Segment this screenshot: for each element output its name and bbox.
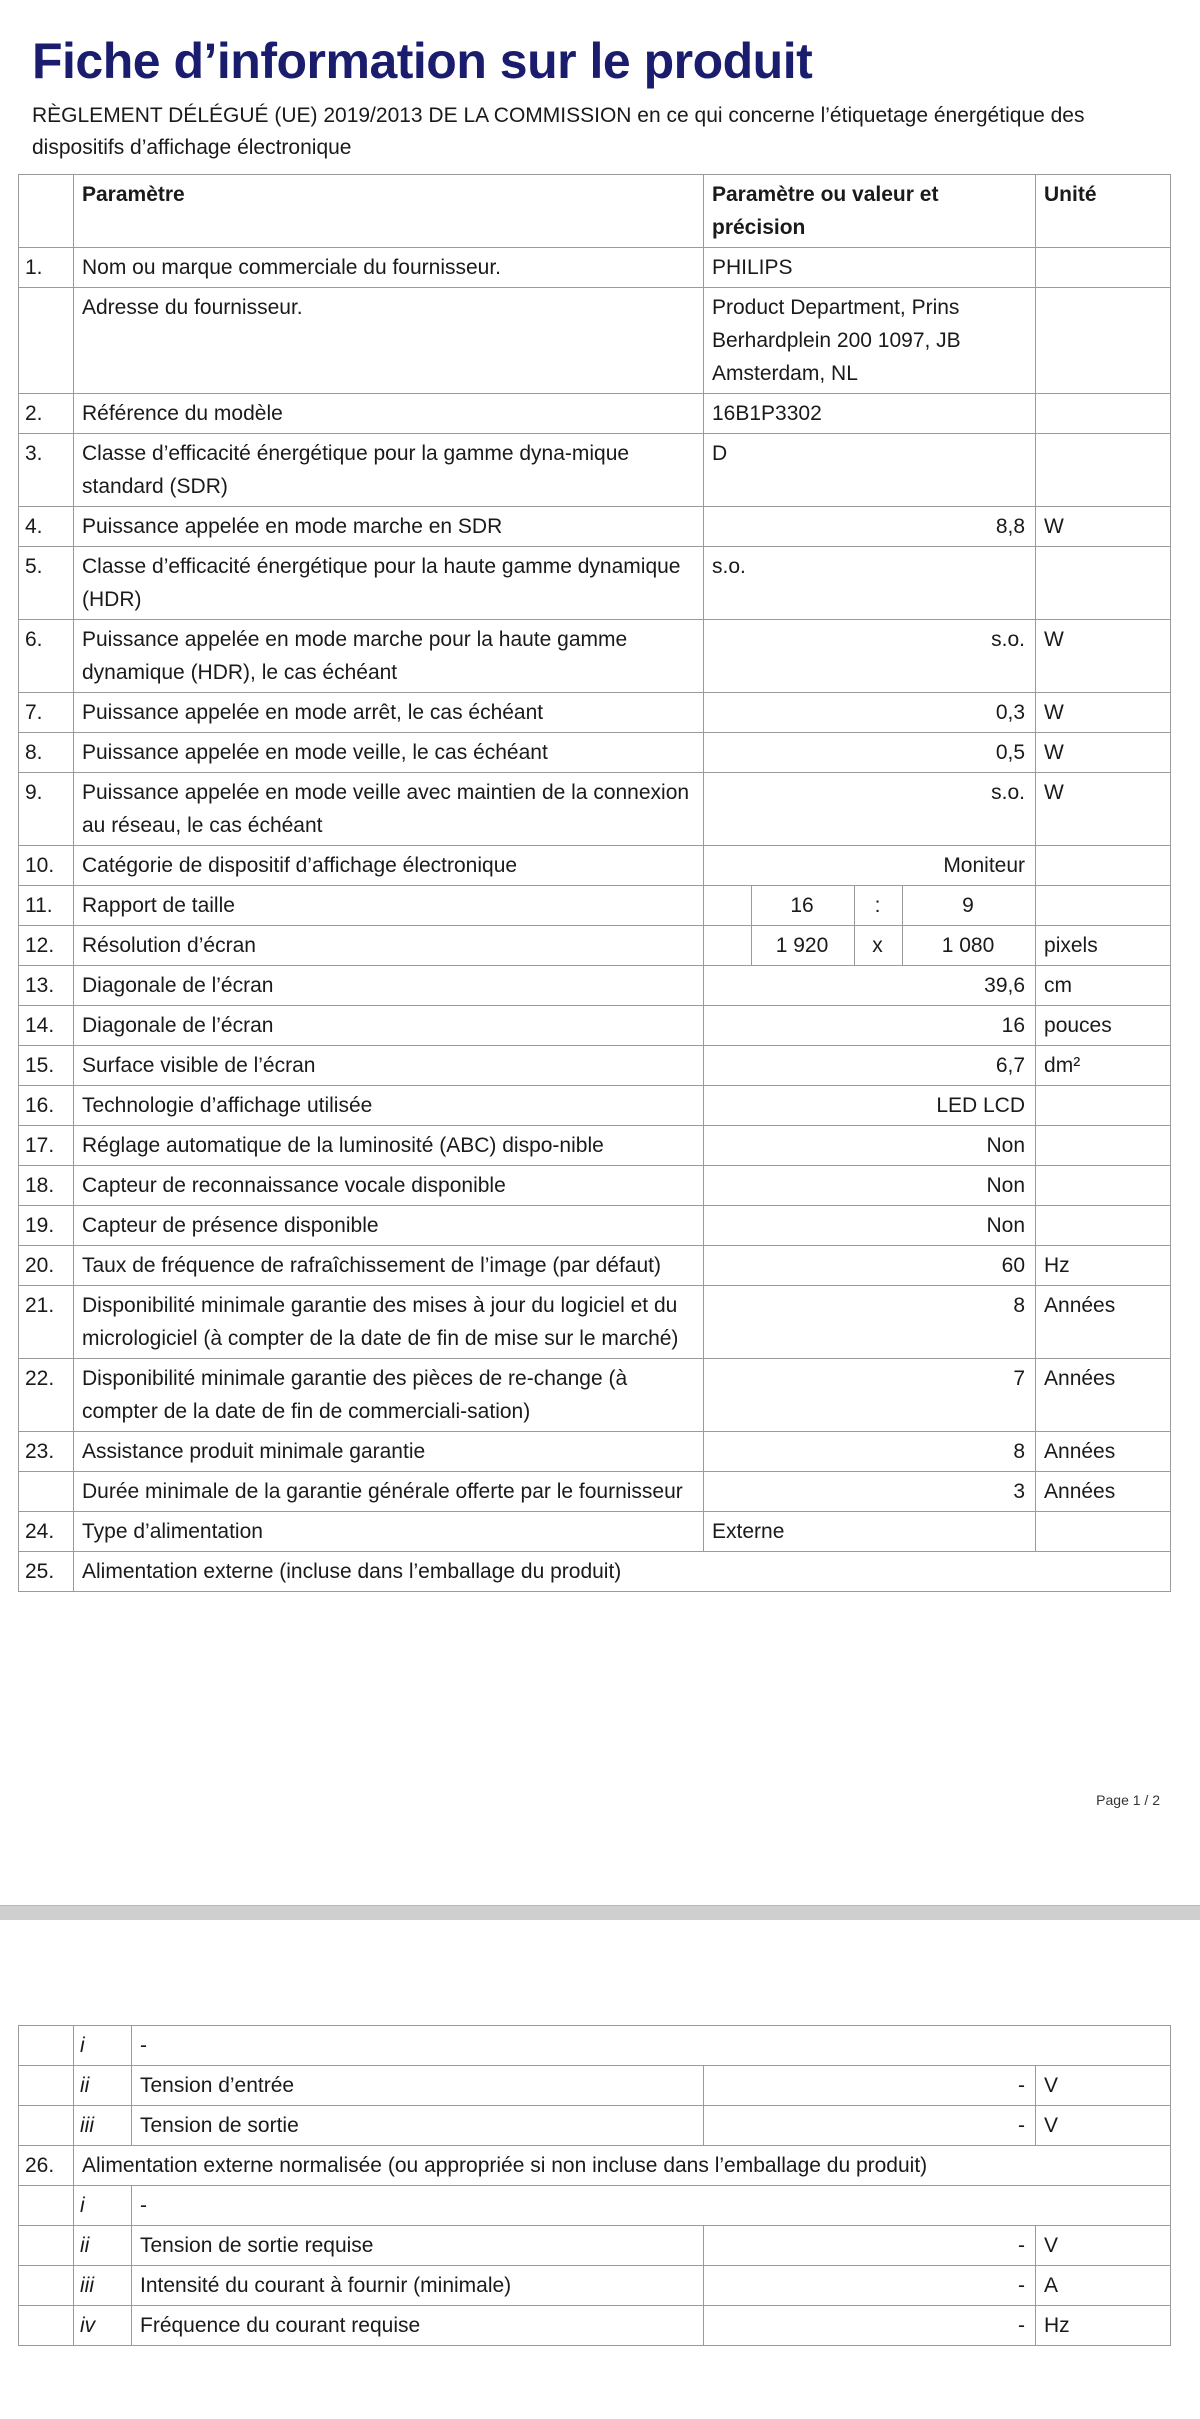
table-row [19, 693, 1171, 733]
table-row [19, 2066, 1171, 2106]
row-number: 21. [19, 1286, 74, 1359]
sub-value: - [704, 2226, 1036, 2266]
sub-number: i [74, 2026, 132, 2066]
table-row [19, 2026, 1171, 2066]
row-number: 5. [19, 547, 74, 620]
row-number: 18. [19, 1166, 74, 1206]
indent-cell [19, 2266, 74, 2306]
table-row [19, 2146, 1171, 2186]
table-row [19, 1552, 1171, 1592]
row-label: Adresse du fournisseur. [74, 288, 704, 394]
row-value: PHILIPS [704, 248, 1036, 288]
sub-label: Tension d’entrée [132, 2066, 704, 2106]
row-number: 11. [19, 886, 74, 926]
row-label: Diagonale de l’écran [74, 966, 704, 1006]
row-label: Rapport de taille [74, 886, 704, 926]
row-label: Capteur de reconnaissance vocale disponible [74, 1166, 704, 1206]
row-value: 16 [704, 1006, 1036, 1046]
table-row [19, 547, 1171, 620]
table-row [19, 2226, 1171, 2266]
row-number: 20. [19, 1246, 74, 1286]
row-value: 39,6 [704, 966, 1036, 1006]
row-unit: pouces [1036, 1006, 1171, 1046]
sub-unit: V [1036, 2066, 1171, 2106]
row-value: 8,8 [704, 507, 1036, 547]
row-number: 9. [19, 773, 74, 846]
row-number: 25. [19, 1552, 74, 1592]
table-row [19, 1246, 1171, 1286]
row-label: Résolution d’écran [74, 926, 704, 966]
sub-label: - [132, 2186, 1171, 2226]
table-row [19, 1206, 1171, 1246]
header-value: Paramètre ou valeur et précision [704, 175, 1036, 248]
table-row [19, 1472, 1171, 1512]
sub-label: Tension de sortie requise [132, 2226, 704, 2266]
row-unit: pixels [1036, 926, 1171, 966]
row-label: Puissance appelée en mode marche pour la haute gamme dynamique (HDR), le cas échéant [74, 620, 704, 693]
row-unit: W [1036, 733, 1171, 773]
row-number: 24. [19, 1512, 74, 1552]
row-value: 16B1P3302 [704, 394, 1036, 434]
row-unit: W [1036, 620, 1171, 693]
table-row [19, 2186, 1171, 2226]
sub-unit: A [1036, 2266, 1171, 2306]
row-number: 8. [19, 733, 74, 773]
row-label: Classe d’efficacité énergétique pour la gamme dyna-mique standard (SDR) [74, 434, 704, 507]
row-unit [1036, 886, 1171, 926]
page-title: Fiche d’information sur le produit [32, 33, 813, 89]
row-label: Assistance produit minimale garantie [74, 1432, 704, 1472]
page-2 [18, 2025, 1170, 2395]
page-separator [0, 1905, 1200, 1920]
row-value: 7 [704, 1359, 1036, 1432]
table-row [19, 1359, 1171, 1432]
table-row [19, 1166, 1171, 1206]
row-label: Technologie d’affichage utilisée [74, 1086, 704, 1126]
product-info-table [18, 174, 1171, 1592]
table-row [19, 1126, 1171, 1166]
row-unit [1036, 846, 1171, 886]
sub-label: Fréquence du courant requise [132, 2306, 704, 2346]
table-header-row [19, 175, 1171, 248]
table-row [19, 2266, 1171, 2306]
row-value: s.o. [704, 547, 1036, 620]
row-number: 3. [19, 434, 74, 507]
indent-cell [19, 2306, 74, 2346]
table-row [19, 620, 1171, 693]
table-row [19, 926, 1171, 966]
row-label: Référence du modèle [74, 394, 704, 434]
sub-value: - [704, 2306, 1036, 2346]
row-number [19, 1472, 74, 1512]
row-number: 16. [19, 1086, 74, 1126]
row-value: Moniteur [704, 846, 1036, 886]
row-value: s.o. [704, 773, 1036, 846]
row-number: 13. [19, 966, 74, 1006]
row-value: Non [704, 1166, 1036, 1206]
indent-cell [19, 2066, 74, 2106]
row-number: 14. [19, 1006, 74, 1046]
row-unit [1036, 434, 1171, 507]
row-unit: W [1036, 773, 1171, 846]
row-label: Durée minimale de la garantie générale offerte par le fournisseur [74, 1472, 704, 1512]
row-unit: Années [1036, 1359, 1171, 1432]
value-part-b: 1 080 [903, 926, 1036, 966]
row-value: Product Department, Prins Berhardplein 200 1097, JB Amsterdam, NL [704, 288, 1036, 394]
row-number: 12. [19, 926, 74, 966]
row-label: Diagonale de l’écran [74, 1006, 704, 1046]
row-label: Alimentation externe (incluse dans l’emballage du produit) [74, 1552, 1171, 1592]
sub-value: - [704, 2266, 1036, 2306]
table-row [19, 1046, 1171, 1086]
row-number: 15. [19, 1046, 74, 1086]
sub-number: iii [74, 2266, 132, 2306]
row-unit [1036, 1512, 1171, 1552]
value-separator: : [855, 886, 903, 926]
row-label: Catégorie de dispositif d’affichage électronique [74, 846, 704, 886]
sub-unit: V [1036, 2106, 1171, 2146]
value-part-a: 16 [752, 886, 855, 926]
row-value: Non [704, 1126, 1036, 1166]
row-number: 1. [19, 248, 74, 288]
row-label: Nom ou marque commerciale du fournisseur. [74, 248, 704, 288]
sub-number: i [74, 2186, 132, 2226]
indent-cell [19, 2226, 74, 2266]
table-row [19, 1006, 1171, 1046]
row-unit [1036, 1086, 1171, 1126]
sub-label: Tension de sortie [132, 2106, 704, 2146]
header-num-cell [19, 175, 74, 248]
row-unit [1036, 1126, 1171, 1166]
row-value: 60 [704, 1246, 1036, 1286]
row-unit [1036, 394, 1171, 434]
value-part-b: 9 [903, 886, 1036, 926]
row-value: 6,7 [704, 1046, 1036, 1086]
row-label: Type d’alimentation [74, 1512, 704, 1552]
row-unit: Années [1036, 1286, 1171, 1359]
row-unit: Années [1036, 1432, 1171, 1472]
row-value: 0,3 [704, 693, 1036, 733]
table-row [19, 507, 1171, 547]
row-unit [1036, 1206, 1171, 1246]
row-label: Réglage automatique de la luminosité (ABC) dispo-nible [74, 1126, 704, 1166]
row-unit: W [1036, 507, 1171, 547]
table-row [19, 248, 1171, 288]
row-number: 6. [19, 620, 74, 693]
row-unit: W [1036, 693, 1171, 733]
sub-unit: V [1036, 2226, 1171, 2266]
sub-label: - [132, 2026, 1171, 2066]
row-number: 19. [19, 1206, 74, 1246]
table-body [19, 248, 1171, 1592]
row-label: Puissance appelée en mode marche en SDR [74, 507, 704, 547]
row-label: Puissance appelée en mode veille, le cas échéant [74, 733, 704, 773]
sub-number: ii [74, 2226, 132, 2266]
table-row [19, 966, 1171, 1006]
row-label: Alimentation externe normalisée (ou appropriée si non incluse dans l’emballage du produit) [74, 2146, 1171, 2186]
value-separator: x [855, 926, 903, 966]
row-number: 7. [19, 693, 74, 733]
row-value: Externe [704, 1512, 1036, 1552]
sub-label: Intensité du courant à fournir (minimale) [132, 2266, 704, 2306]
row-label: Puissance appelée en mode veille avec maintien de la connexion au réseau, le cas échéant [74, 773, 704, 846]
row-value: 3 [704, 1472, 1036, 1512]
row-unit: Années [1036, 1472, 1171, 1512]
row-label: Surface visible de l’écran [74, 1046, 704, 1086]
row-unit: dm² [1036, 1046, 1171, 1086]
table-row [19, 2306, 1171, 2346]
row-value: Non [704, 1206, 1036, 1246]
row-value: D [704, 434, 1036, 507]
indent-cell [19, 2186, 74, 2226]
row-value: LED LCD [704, 1086, 1036, 1126]
sub-value: - [704, 2106, 1036, 2146]
row-label: Puissance appelée en mode arrêt, le cas échéant [74, 693, 704, 733]
row-unit [1036, 547, 1171, 620]
indent-cell [19, 2026, 74, 2066]
table-row [19, 2106, 1171, 2146]
row-number: 23. [19, 1432, 74, 1472]
page-number: Page 1 / 2 [1096, 1792, 1160, 1808]
row-number: 2. [19, 394, 74, 434]
row-number [19, 288, 74, 394]
row-unit [1036, 288, 1171, 394]
power-supply-table [18, 2025, 1171, 2346]
sub-number: ii [74, 2066, 132, 2106]
row-label: Classe d’efficacité énergétique pour la haute gamme dynamique (HDR) [74, 547, 704, 620]
row-label: Disponibilité minimale garantie des mises à jour du logiciel et du micrologiciel (à compter de la date de fin de mise sur le marché) [74, 1286, 704, 1359]
sub-number: iv [74, 2306, 132, 2346]
row-number: 22. [19, 1359, 74, 1432]
indent-cell [19, 2106, 74, 2146]
row-value: 8 [704, 1432, 1036, 1472]
value-spacer [704, 926, 752, 966]
table-row [19, 773, 1171, 846]
table-row [19, 1512, 1171, 1552]
regulation-subtitle: RÈGLEMENT DÉLÉGUÉ (UE) 2019/2013 DE LA COMMISSION en ce qui concerne l’étiquetage énergétique des dispositifs d’affichage électronique [32, 104, 1085, 159]
sub-value: - [704, 2066, 1036, 2106]
row-number: 4. [19, 507, 74, 547]
table-row [19, 288, 1171, 394]
table-row [19, 1086, 1171, 1126]
row-unit: Hz [1036, 1246, 1171, 1286]
row-value: 0,5 [704, 733, 1036, 773]
row-label: Capteur de présence disponible [74, 1206, 704, 1246]
table-row [19, 1432, 1171, 1472]
value-part-a: 1 920 [752, 926, 855, 966]
table-row [19, 1286, 1171, 1359]
row-label: Disponibilité minimale garantie des pièces de re-change (à compter de la date de fin de commerciali-sation) [74, 1359, 704, 1432]
power-supply-body [19, 2026, 1171, 2346]
table-row [19, 733, 1171, 773]
row-value: 8 [704, 1286, 1036, 1359]
row-number: 26. [19, 2146, 74, 2186]
value-spacer [704, 886, 752, 926]
sub-number: iii [74, 2106, 132, 2146]
row-number: 10. [19, 846, 74, 886]
row-value: s.o. [704, 620, 1036, 693]
table-row [19, 886, 1171, 926]
table-row [19, 394, 1171, 434]
row-unit [1036, 248, 1171, 288]
header-param: Paramètre [74, 175, 704, 248]
row-unit [1036, 1166, 1171, 1206]
row-unit: cm [1036, 966, 1171, 1006]
row-label: Taux de fréquence de rafraîchissement de l’image (par défaut) [74, 1246, 704, 1286]
page-1 [18, 22, 1170, 1808]
table-row [19, 846, 1171, 886]
row-number: 17. [19, 1126, 74, 1166]
sub-unit: Hz [1036, 2306, 1171, 2346]
table-row [19, 434, 1171, 507]
header-unit: Unité [1036, 175, 1171, 248]
